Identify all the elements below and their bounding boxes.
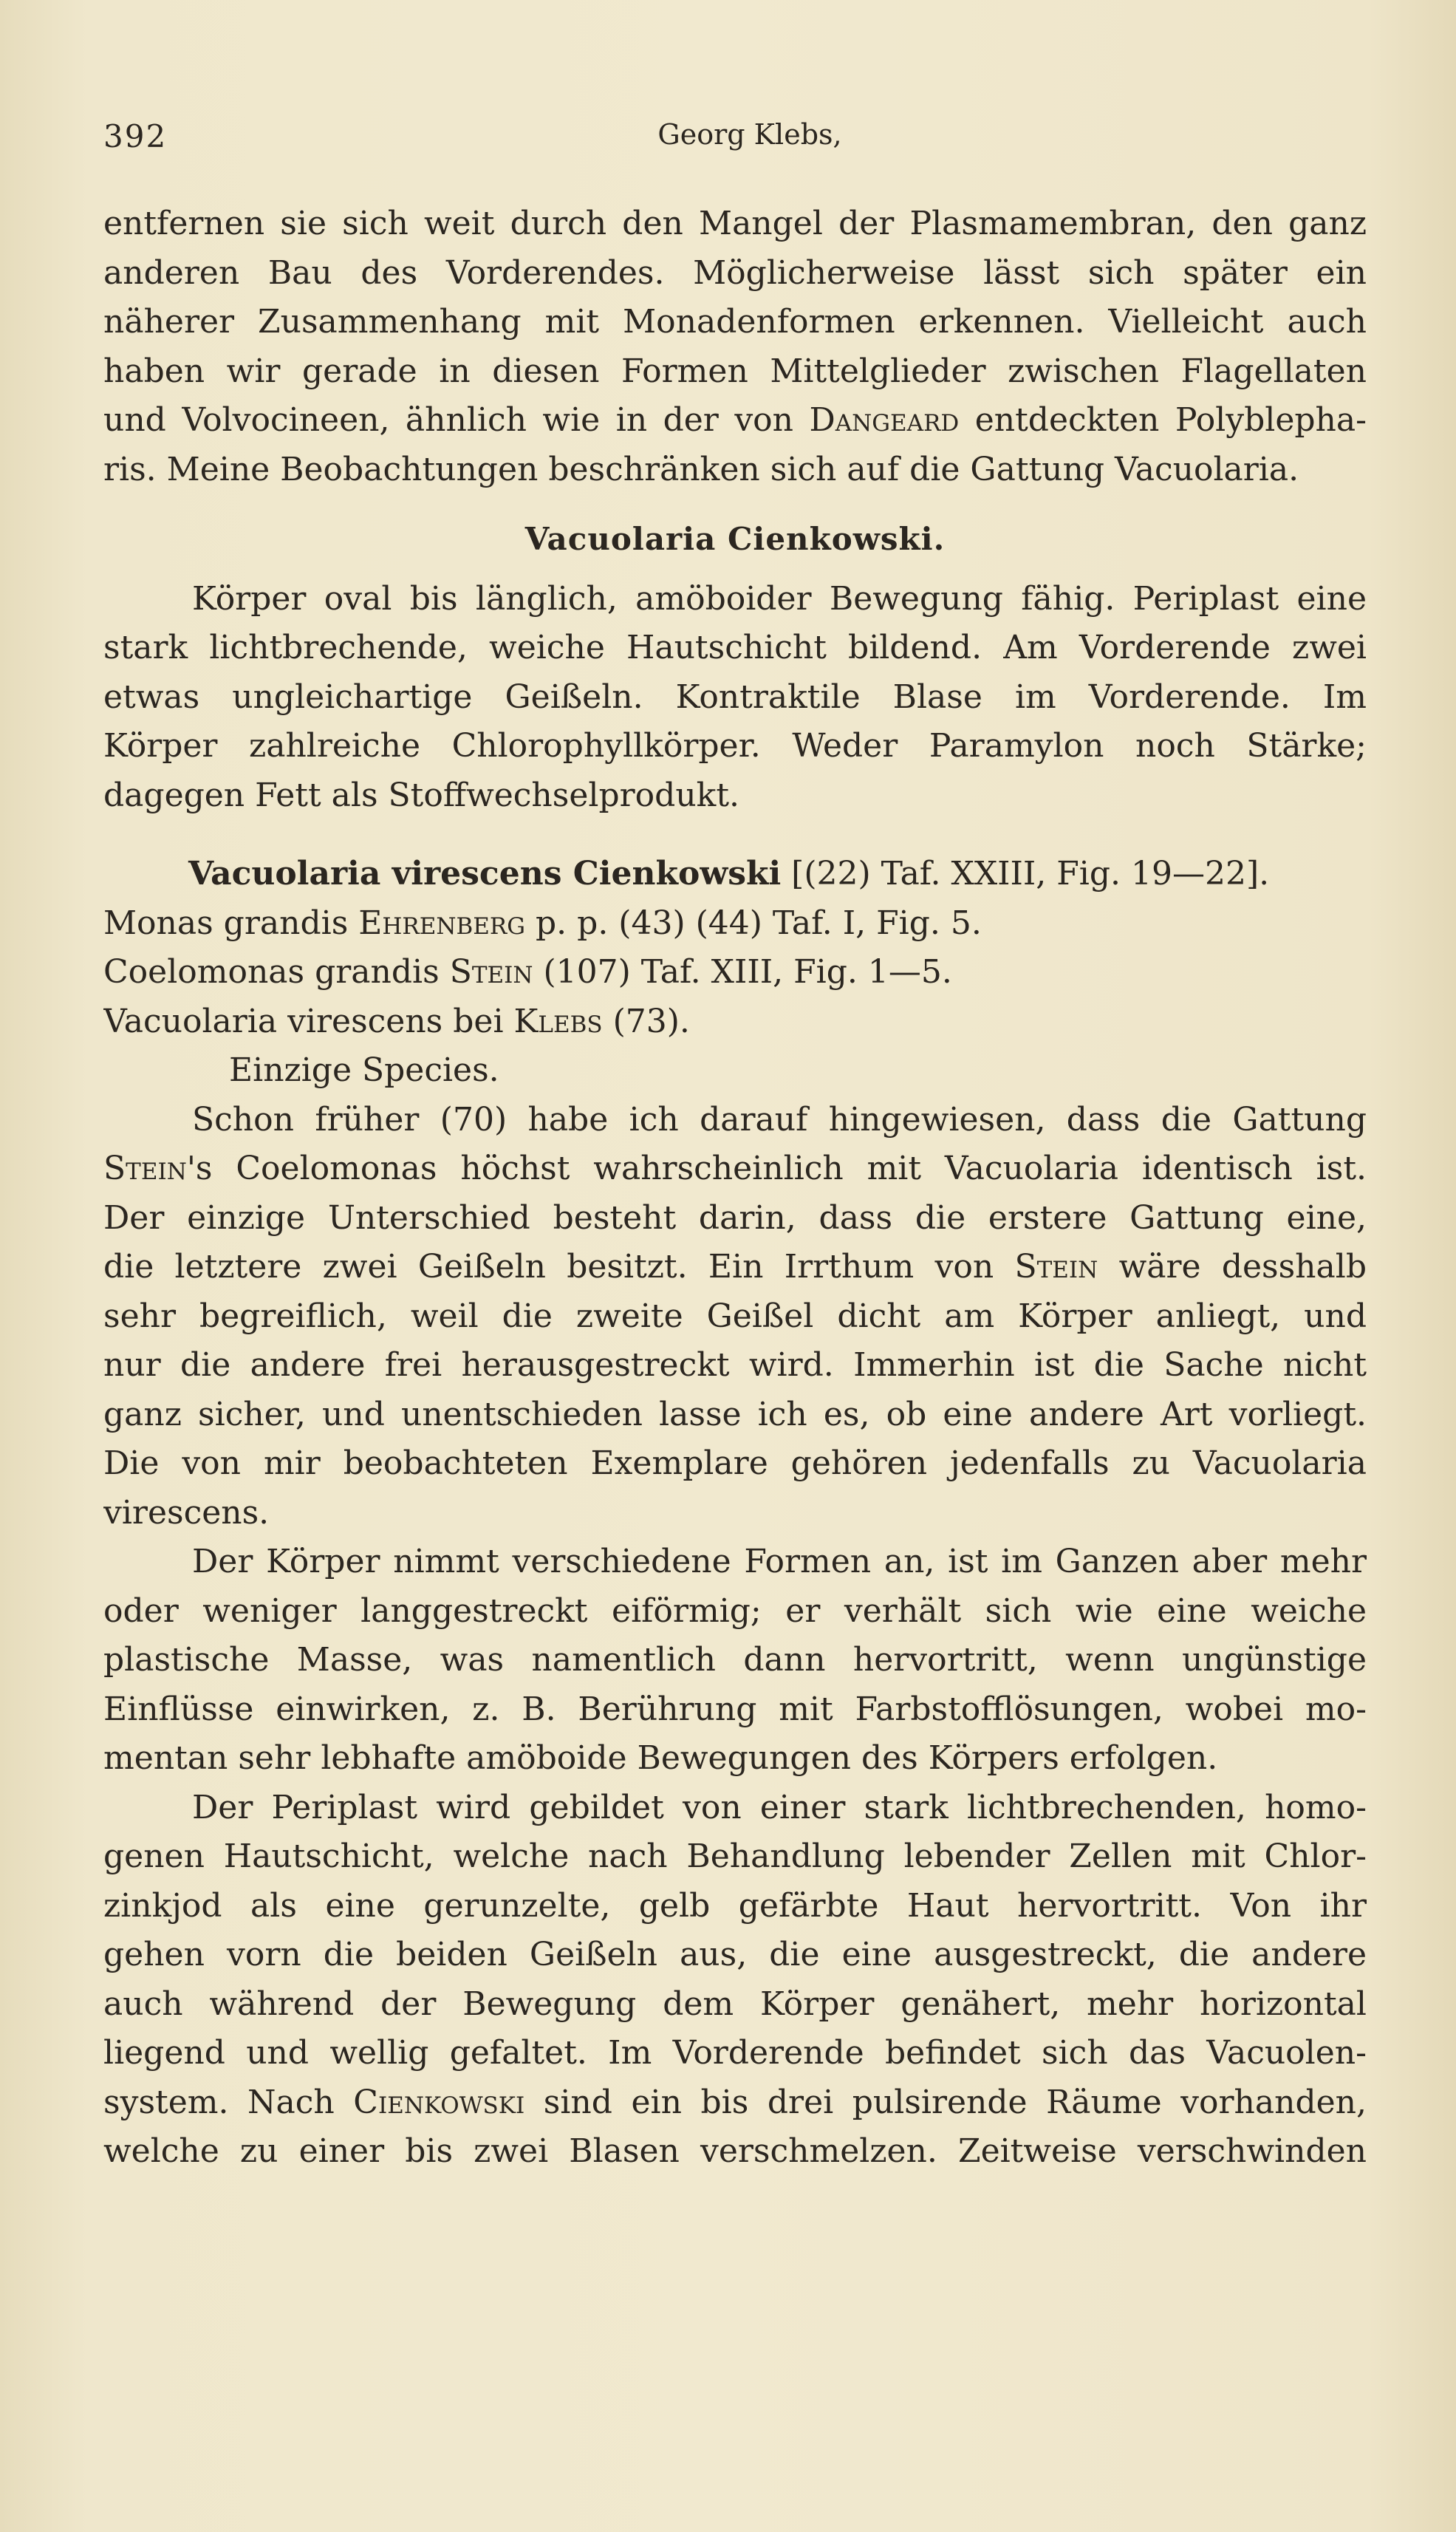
text-line: sehr begreiflich, weil die zweite Geißel dicht am Körper anliegt, und — [103, 1297, 1367, 1335]
text-line: dagegen Fett als Stoffwechselprodukt. — [103, 776, 739, 814]
single-species-note: Einzige Species. — [229, 1051, 499, 1089]
text-span: (73). — [602, 1002, 690, 1040]
text-line: Körper zahlreiche Chlorophyllkörper. Weder Paramylon noch Stärke; — [103, 727, 1367, 765]
text-line: stark lichtbrechende, weiche Hautschicht bildend. Am Vorderende zwei — [103, 629, 1367, 666]
text-span: system. Nach — [103, 2083, 354, 2121]
text-line: ganz sicher, und unentschieden lasse ich es, ob eine andere Art vorliegt. — [103, 1395, 1367, 1433]
text-line: gehen vorn die beiden Geißeln aus, die eine ausgestreckt, die andere — [103, 1936, 1367, 1973]
species-reference: [(22) Taf. XXIII, Fig. 19—22]. — [781, 855, 1270, 893]
genus-heading: Vacuolaria Cienkowski. — [524, 521, 946, 557]
text-line — [103, 1243, 1367, 1292]
paragraph-body-shape — [103, 1538, 1367, 1784]
text-line: nur die andere frei herausgestreckt wird. Immerhin ist die Sache nicht — [103, 1346, 1367, 1384]
text-span: 's Coelomonas höchst wahrscheinlich mit Vacuolaria identisch ist. — [186, 1150, 1367, 1187]
text-span: und Volvocineen, ähnlich wie in der von — [103, 401, 810, 439]
page-number: 392 — [103, 118, 168, 154]
text-line: Die von mir beobachteten Exemplare gehören jedenfalls zu Vacuolaria — [103, 1444, 1367, 1482]
intro-paragraph — [103, 199, 1367, 494]
text-line: haben wir gerade in diesen Formen Mittelglieder zwischen Flagellaten — [103, 352, 1367, 390]
text-line: welche zu einer bis zwei Blasen verschmelzen. Zeitweise verschwinden — [103, 2132, 1367, 2170]
text-span: Monas grandis — [103, 904, 359, 942]
paragraph-coelomonas — [103, 1096, 1367, 1538]
author-name: Cienkowski — [353, 2083, 525, 2121]
author-name: Ehrenberg — [358, 904, 526, 942]
text-line: Schon früher (70) habe ich darauf hingewiesen, dass die Gattung — [192, 1100, 1367, 1139]
species-heading — [103, 850, 1367, 899]
text-line: genen Hautschicht, welche nach Behandlung lebender Zellen mit Chlor- — [103, 1837, 1367, 1875]
text-line: virescens. — [103, 1493, 270, 1532]
text-line: ris. Meine Beobachtungen beschränken sich auf die Gattung Vacuolaria. — [103, 450, 1299, 488]
synonym-list — [103, 899, 1367, 1047]
synonym-item — [103, 948, 1367, 997]
synonym-item — [103, 997, 1367, 1047]
text-line: plastische Masse, was namentlich dann hervortritt, wenn ungünstige — [103, 1641, 1367, 1679]
text-span: wäre desshalb — [1098, 1248, 1367, 1286]
text-line: etwas ungleichartige Geißeln. Kontraktile Blase im Vorderende. Im — [103, 678, 1367, 716]
text-span: p. p. (43) (44) Taf. I, Fig. 5. — [525, 904, 982, 942]
text-span: Vacuolaria virescens bei — [103, 1002, 514, 1040]
paragraph-periplast — [103, 1784, 1367, 2177]
text-line: oder weniger langgestreckt eiförmig; er verhält sich wie eine weiche — [103, 1591, 1367, 1630]
author-name: Klebs — [513, 1002, 603, 1040]
text-line: anderen Bau des Vorderendes. Möglicherweise lässt sich später ein — [103, 253, 1367, 292]
author-name: Stein — [449, 953, 533, 991]
text-span: die letztere zwei Geißeln besitzt. Ein Irrthum von — [103, 1248, 1015, 1286]
text-line: Körper oval bis länglich, amöboider Bewegung fähig. Periplast eine — [192, 579, 1367, 618]
text-span: (107) Taf. XIII, Fig. 1—5. — [533, 953, 952, 991]
genus-description — [103, 575, 1367, 821]
text-line — [103, 396, 1367, 446]
text-line: zinkjod als eine gerunzelte, gelb gefärbte Haut hervortritt. Von ihr — [103, 1886, 1367, 1925]
author-name: Stein — [1014, 1248, 1098, 1286]
text-line: auch während der Bewegung dem Körper genähert, mehr horizontal — [103, 1985, 1367, 2023]
page-body — [103, 199, 1367, 2177]
author-name: Dangeard — [809, 401, 960, 439]
species-name: Vacuolaria virescens Cienkowski — [188, 855, 782, 893]
text-span: Coelomonas grandis — [103, 953, 450, 991]
text-line: Der einzige Unterschied besteht darin, dass die erstere Gattung eine, — [103, 1198, 1367, 1237]
text-line: Einflüsse einwirken, z. B. Berührung mit Farbstofflösungen, wobei mo- — [103, 1690, 1367, 1728]
author-name: Stein — [103, 1150, 187, 1187]
text-span: entdeckten Polyblepha- — [959, 401, 1367, 439]
synonym-item — [103, 899, 1367, 949]
text-line: liegend und wellig gefaltet. Im Vorderende befindet sich das Vacuolen- — [103, 2034, 1367, 2072]
text-line — [103, 2078, 1367, 2128]
text-line: Der Periplast wird gebildet von einer stark lichtbrechenden, homo- — [192, 1788, 1367, 1826]
text-line: entfernen sie sich weit durch den Mangel der Plasmamembran, den ganz — [103, 205, 1367, 242]
text-line: mentan sehr lebhafte amöboide Bewegungen des Körpers erfolgen. — [103, 1739, 1218, 1777]
text-line: näherer Zusammenhang mit Monadenformen erkennen. Vielleicht auch — [103, 303, 1367, 341]
page-header — [103, 118, 1367, 163]
text-line — [103, 1144, 1367, 1194]
text-span: sind ein bis drei pulsirende Räume vorhanden, — [524, 2083, 1367, 2121]
text-line: Der Körper nimmt verschiedene Formen an, ist im Ganzen aber mehr — [192, 1543, 1367, 1580]
running-head: Georg Klebs, — [657, 118, 842, 151]
